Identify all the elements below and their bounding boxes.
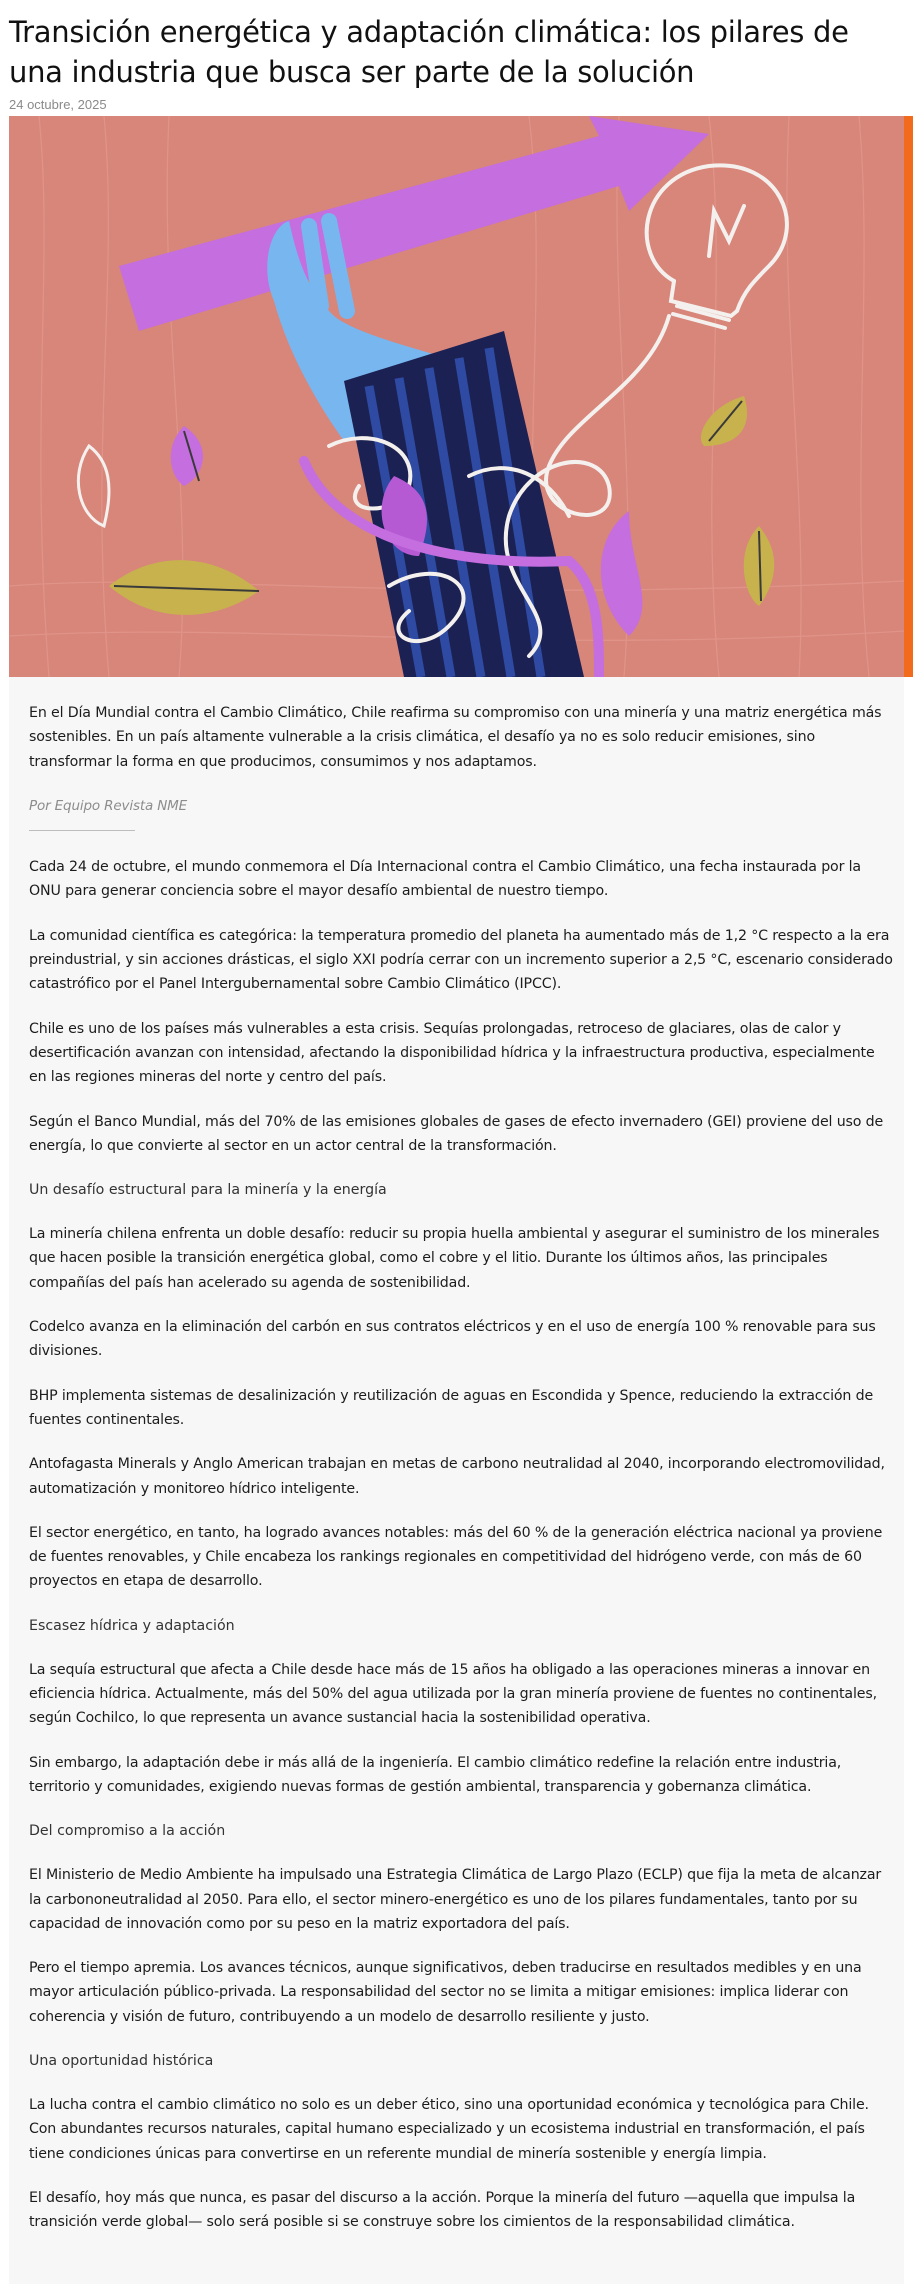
article-byline: Por Equipo Revista NME (29, 797, 188, 814)
paragraph: La lucha contra el cambio climático no solo es un deber ético, sino una oportunidad económica y tecnológica para Chile. Con abundantes recursos naturales, capital humano especializado y un ecosistema industrial en transformación, el país tiene condiciones únicas para convertirse en un referente mundial de minería sostenible y energía limpia. (29, 2096, 869, 2162)
article-title: Transición energética y adaptación climática: los pilares de una industria que busca ser parte de la solución (9, 15, 849, 89)
paragraph: El desafío, hoy más que nunca, es pasar del discurso a la acción. Porque la minería del futuro —aquella que impulsa la transición verde global— solo será posible si se construye sobre los cimientos de la responsabilidad climática. (29, 2189, 856, 2231)
paragraph: BHP implementa sistemas de desalinización y reutilización de aguas en Escondida y Spence, reduciendo la extracción de fuentes continentales. (29, 1387, 874, 1428)
paragraph: Chile es uno de los países más vulnerables a esta crisis. Sequías prolongadas, retroceso de glaciares, olas de calor y desertificación avanzan con intensidad, afectando la disponibilidad hídrica y la infraestructura productiva, especialmente en las regiones mineras del norte y centro del país. (29, 1020, 875, 1086)
hero-image-container (9, 116, 921, 677)
paragraph: La comunidad científica es categórica: la temperatura promedio del planeta ha aumentado más de 1,2 °C respecto a la era preindustrial, y sin acciones drásticas, el siglo XXI podría cerrar con un incremento superior a 2,5 °C, escenario considerado catastrófico por el Panel Intergubernamental sobre Cambio Climático (IPCC). (29, 927, 893, 993)
paragraph: Según el Banco Mundial, más del 70% de las emisiones globales de gases de efecto invernadero (GEI) proviene del uso de energía, lo que convierte al sector en un actor central de la transformación. (29, 1113, 884, 1154)
article-date: 24 octubre, 2025 (9, 97, 107, 112)
accent-bar (904, 116, 913, 677)
section-heading: Una oportunidad histórica (29, 2052, 214, 2069)
paragraph: Cada 24 de octubre, el mundo conmemora el Día Internacional contra el Cambio Climático, una fecha instaurada por la ONU para generar conciencia sobre el mayor desafío ambiental de nuestro tiempo. (29, 859, 861, 900)
section-heading: Un desafío estructural para la minería y la energía (29, 1182, 387, 1199)
byline-divider (29, 830, 135, 831)
section-heading: Del compromiso a la acción (29, 1823, 226, 1840)
paragraph: El sector energético, en tanto, ha logrado avances notables: más del 60 % de la generación eléctrica nacional ya proviene de fuentes renovables, y Chile encabeza los rankings regionales en competitividad del hidrógeno verde, con más de 60 proyectos en etapa de desarrollo. (29, 1524, 883, 1590)
article-lead: En el Día Mundial contra el Cambio Climático, Chile reafirma su compromiso con una minería y una matriz energética más sostenibles. En un país altamente vulnerable a la crisis climática, el desafío ya no es solo reducir emisiones, sino transformar la forma en que producimos, consumimos y nos adaptamos. (29, 705, 882, 770)
paragraph: Antofagasta Minerals y Anglo American trabajan en metas de carbono neutralidad al 2040, incorporando electromovilidad, automatización y monitoreo hídrico inteligente. (29, 1456, 885, 1497)
article-body (9, 677, 904, 2284)
hero-image (9, 116, 904, 677)
paragraph: Pero el tiempo apremia. Los avances técnicos, aunque significativos, deben traducirse en resultados medibles y en una mayor articulación público-privada. La responsabilidad del sector no se limita a mitigar emisiones: implica liderar con coherencia y visión de futuro, contribuyendo a un modelo de desarrollo resiliente y justo. (29, 1960, 862, 2025)
paragraph: La sequía estructural que afecta a Chile desde hace más de 15 años ha obligado a las operaciones mineras a innovar en eficiencia hídrica. Actualmente, más del 50% del agua utilizada por la gran minería proviene de fuentes no continentales, según Cochilco, lo que representa un avance sustancial hacia la sostenibilidad operativa. (29, 1661, 877, 1727)
section-heading: Escasez hídrica y adaptación (29, 1617, 235, 1634)
paragraph: La minería chilena enfrenta un doble desafío: reducir su propia huella ambiental y asegurar el suministro de los minerales que hacen posible la transición energética global, como el cobre y el litio. Durante los últimos años, las principales compañías del país han acelerado su agenda de sostenibilidad. (29, 1226, 880, 1291)
paragraph: Sin embargo, la adaptación debe ir más allá de la ingeniería. El cambio climático redefine la relación entre industria, territorio y comunidades, exigiendo nuevas formas de gestión ambiental, transparencia y gobernanza climática. (29, 1754, 842, 1795)
paragraph: El Ministerio de Medio Ambiente ha impulsado una Estrategia Climática de Largo Plazo (ECLP) que fija la meta de alcanzar la carbononeutralidad al 2050. Para ello, el sector minero-energético es uno de los pilares fundamentales, tanto por su capacidad de innovación como por su peso en la matriz exportadora del país. (29, 1867, 882, 1932)
paragraph: Codelco avanza en la eliminación del carbón en sus contratos eléctricos y en el uso de energía 100 % renovable para sus divisiones. (29, 1319, 876, 1360)
